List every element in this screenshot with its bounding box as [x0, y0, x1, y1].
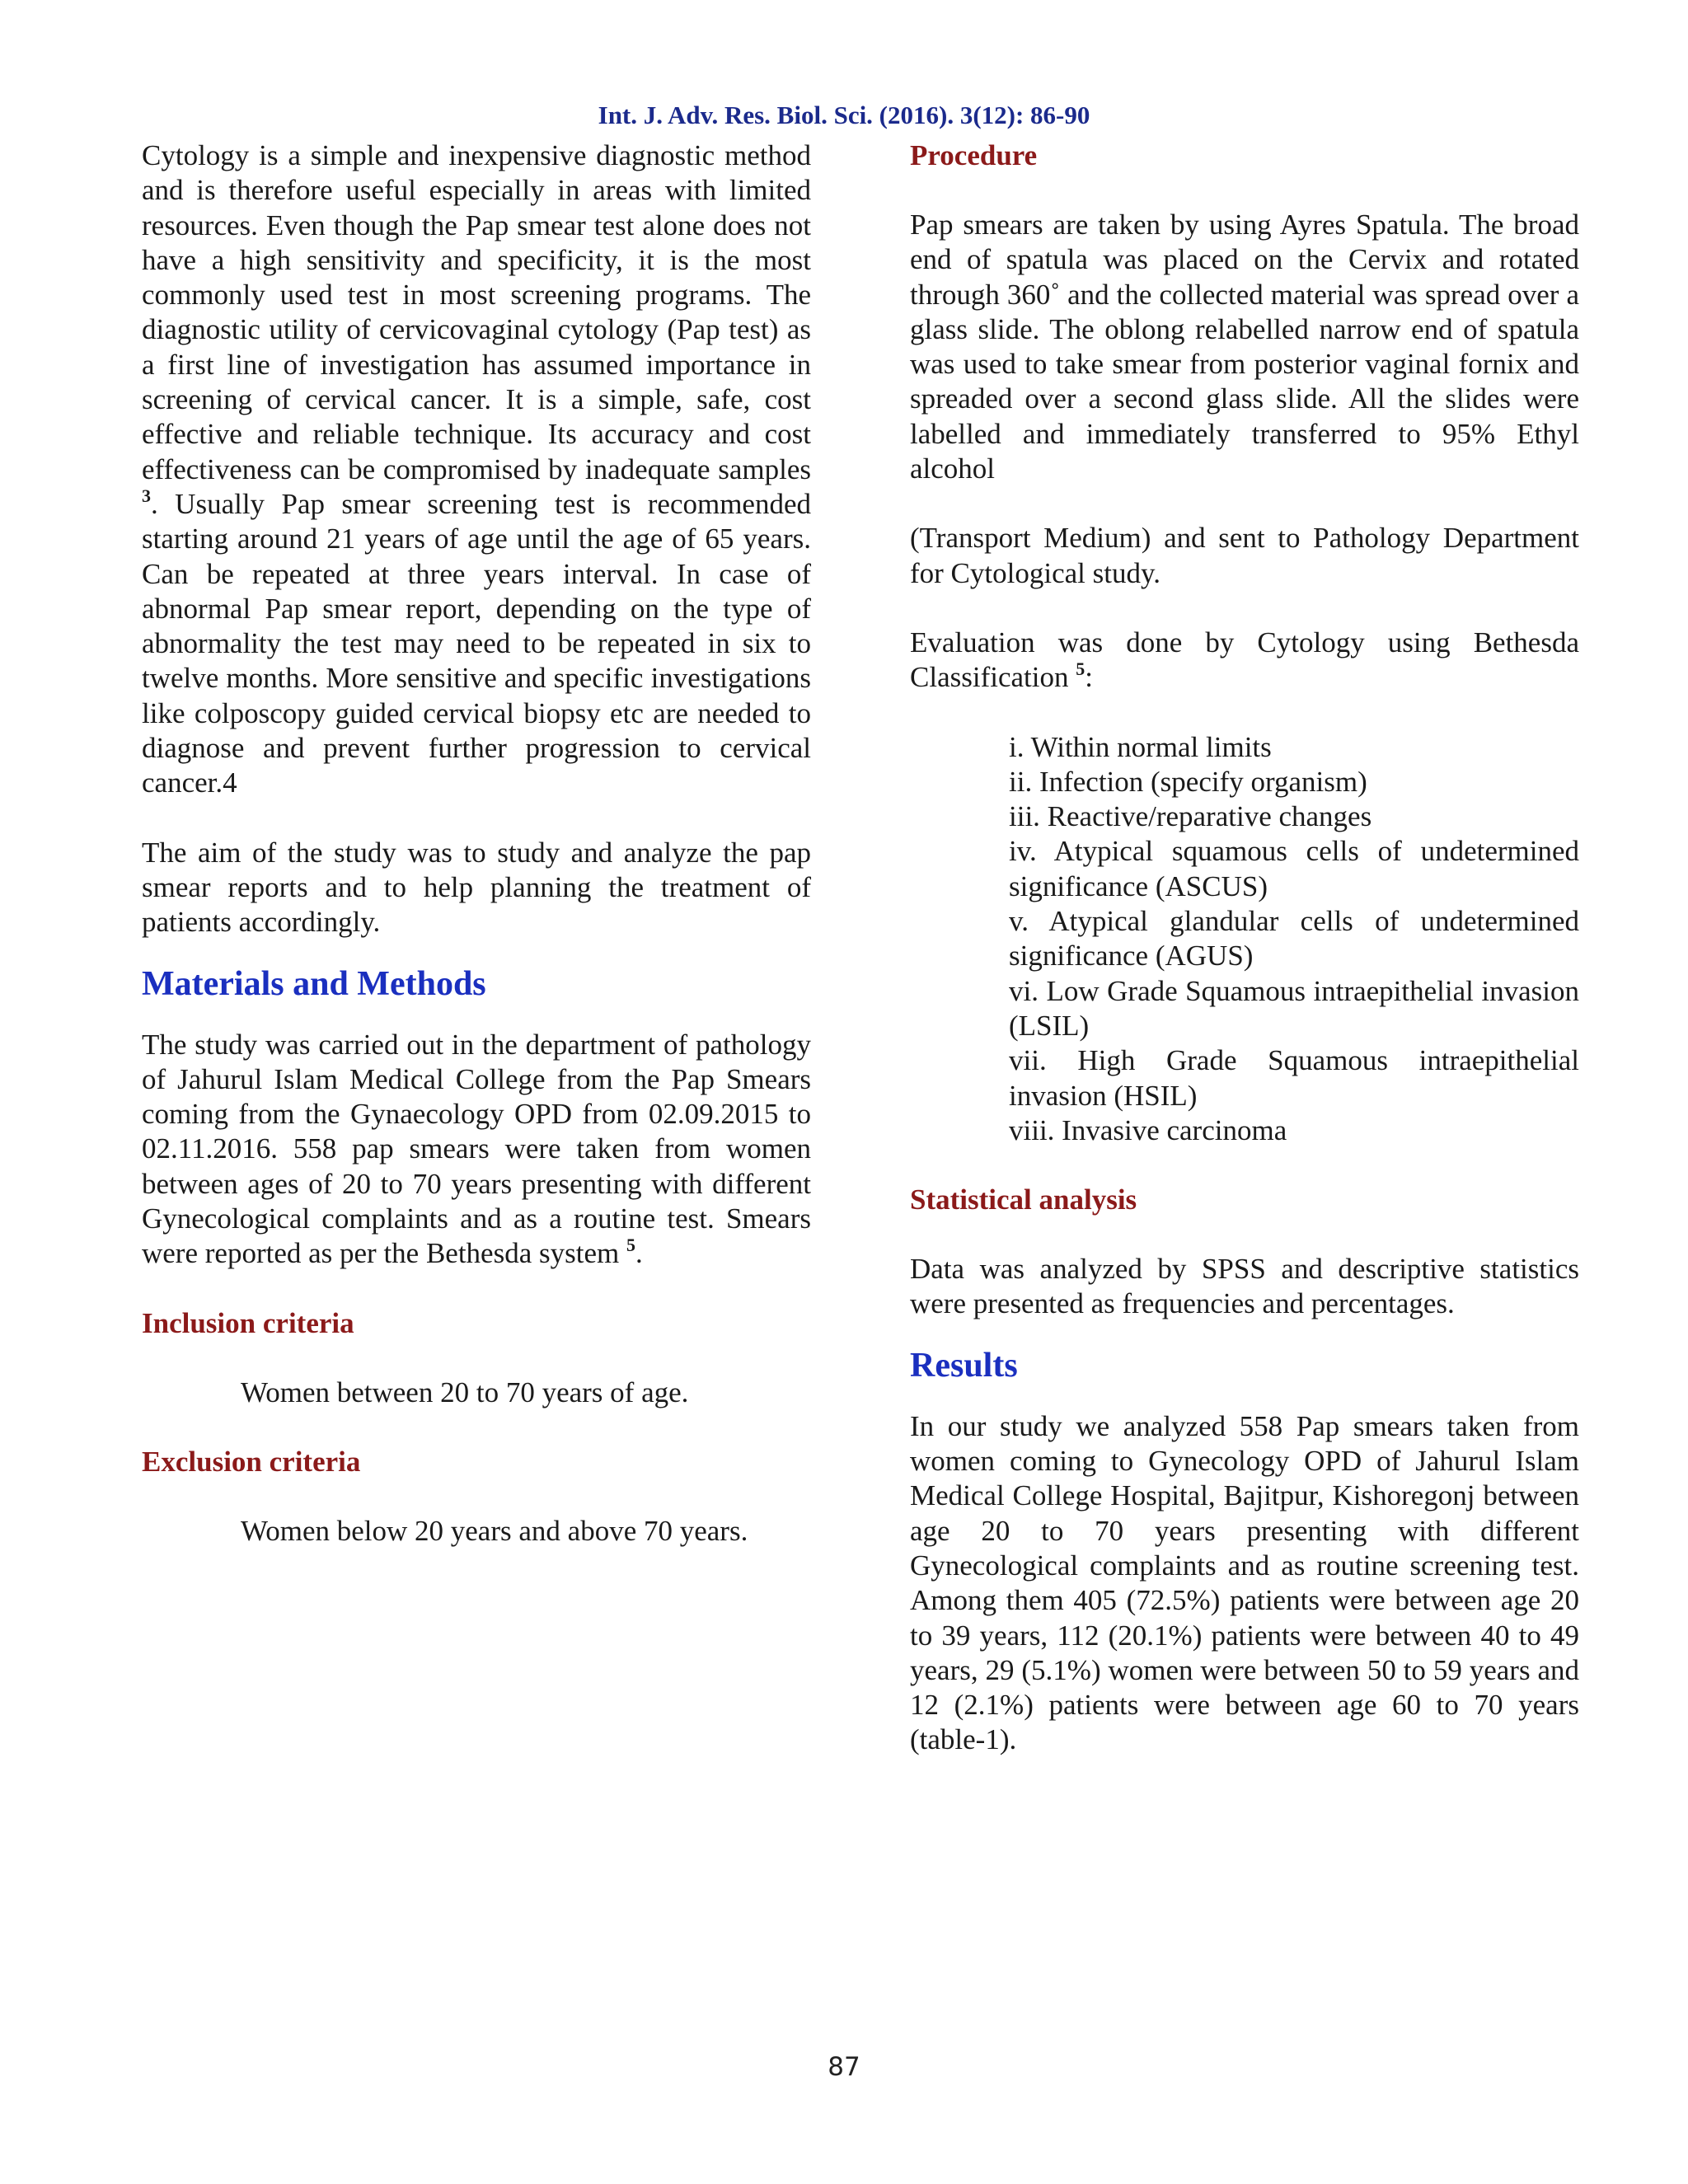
journal-citation-header: Int. J. Adv. Res. Biol. Sci. (2016). 3(12): 86-90 — [598, 101, 1090, 129]
materials-paragraph — [142, 1028, 811, 1272]
intro-text-part2: . Usually Pap smear screening test is recommended starting around 21 years of age until the age of 65 years. Can be repeated at three years interval. In case of abnormal Pap smear report, depending on the type of abnormality the test may need to be repeated in six to twelve months. More sensitive and specific investigations like colposcopy guided cervical biopsy etc are needed to diagnose and prevent further progression to cervical cancer.4 — [142, 487, 811, 799]
statistical-paragraph: Data was analyzed by SPSS and descriptive statistics were presented as frequencies and percentages. — [910, 1253, 1579, 1320]
inclusion-criteria-heading: Inclusion criteria — [142, 1306, 354, 1339]
materials-text-part2: . — [635, 1237, 643, 1270]
reference-superscript: 5 — [626, 1235, 635, 1256]
page-number: 87 — [828, 2052, 860, 2082]
exclusion-criteria-heading: Exclusion criteria — [142, 1445, 361, 1478]
list-item: ii. Infection (specify organism) — [1009, 765, 1367, 798]
list-item: iv. Atypical squamous cells of undetermined significance (ASCUS) — [1009, 835, 1579, 902]
right-column — [910, 138, 1579, 1758]
inclusion-criteria-text: Women between 20 to 70 years of age. — [241, 1376, 689, 1408]
list-item: vii. High Grade Squamous intraepithelial invasion (HSIL) — [1009, 1044, 1579, 1112]
left-column — [142, 138, 811, 1549]
intro-text-part1: Cytology is a simple and inexpensive diagnostic method and is therefore useful especially in areas with limited resources. Even though the Pap smear test alone does not have a high sensitivity and specificity, it is the most commonly used test in most screening programs. The diagnostic utility of cervicovaginal cytology (Pap test) as a first line of investigation has assumed importance in screening of cervical cancer. It is a simple, safe, cost effective and reliable technique. Its accuracy and cost effectiveness can be compromised by inadequate samples — [142, 139, 811, 485]
exclusion-criteria-text: Women below 20 years and above 70 years. — [241, 1514, 748, 1547]
aim-paragraph: The aim of the study was to study and analyze the pap smear reports and to help planning the treatment of patients accordingly. — [142, 836, 811, 939]
list-item: i. Within normal limits — [1009, 730, 1272, 763]
procedure-heading: Procedure — [910, 139, 1038, 171]
list-item: iii. Reactive/reparative changes — [1009, 800, 1372, 833]
evaluation-text-part2: : — [1085, 661, 1093, 694]
list-item: vi. Low Grade Squamous intraepithelial invasion (LSIL) — [1009, 974, 1579, 1042]
transport-paragraph: (Transport Medium) and sent to Pathology Department for Cytological study. — [910, 522, 1579, 589]
materials-text-part1: The study was carried out in the department of pathology of Jahurul Islam Medical College from the Pap Smears coming from the Gynaecology OPD from 02.09.2015 to 02.11.2016. 558 pap smears were taken from women between ages of 20 to 70 years presenting with different Gynecological complaints and as a routine test. Smears were reported as per the Bethesda system — [142, 1028, 811, 1270]
intro-paragraph — [142, 138, 811, 801]
results-paragraph: In our study we analyzed 558 Pap smears taken from women coming to Gynecology OPD of Jahurul Islam Medical College Hospital, Bajitpur, Kishoregonj between age 20 to 70 years presenting with different Gynecological complaints and as routine screening test. Among them 405 (72.5%) patients were between age 20 to 39 years, 112 (20.1%) patients were between 40 to 49 years, 29 (5.1%) women were between 50 to 59 years and 12 (2.1%) patients were between age 60 to 70 years (table-1). — [910, 1409, 1579, 1756]
list-item: v. Atypical glandular cells of undetermined significance (AGUS) — [1009, 905, 1579, 972]
bethesda-classification-list — [910, 730, 1579, 1149]
results-heading: Results — [910, 1346, 1018, 1385]
list-item: viii. Invasive carcinoma — [1009, 1113, 1287, 1146]
reference-superscript: 5 — [1076, 658, 1085, 680]
evaluation-text-part1: Evaluation was done by Cytology using Bethesda Classification — [910, 626, 1579, 694]
statistical-analysis-heading: Statistical analysis — [910, 1183, 1137, 1216]
reference-superscript: 3 — [142, 485, 151, 506]
procedure-paragraph: Pap smears are taken by using Ayres Spatula. The broad end of spatula was placed on the Cervix and rotated through 360˚ and the collected material was spread over a glass slide. The oblong relabelled narrow end of spatula was used to take smear from posterior vaginal fornix and spreaded over a second glass slide. All the slides were labelled and immediately transferred to 95% Ethyl alcohol — [910, 209, 1579, 485]
evaluation-paragraph — [910, 626, 1579, 696]
materials-methods-heading: Materials and Methods — [142, 964, 486, 1003]
